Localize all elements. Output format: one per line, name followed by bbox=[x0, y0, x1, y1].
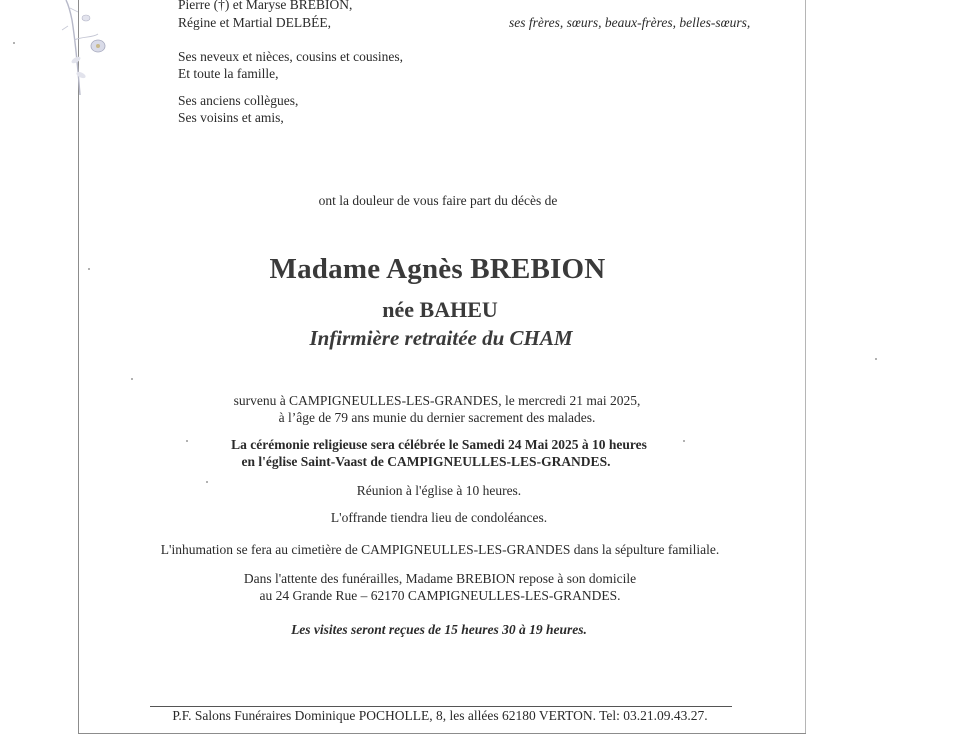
visits-text: Les visites seront reçues de 15 heures 30 à 19 heures. bbox=[291, 622, 587, 637]
scan-speck bbox=[875, 358, 877, 360]
funeral-home-footer: P.F. Salons Funéraires Dominique POCHOLLE, 8, les allées 62180 VERTON. Tel: 03.21.09.43.27. bbox=[172, 708, 708, 723]
family-line-2: Régine et Martial DELBÉE, bbox=[178, 15, 331, 30]
family-line-6: Ses voisins et amis, bbox=[178, 110, 284, 125]
footer-separator bbox=[150, 706, 732, 707]
scan-speck bbox=[131, 378, 133, 380]
meeting-text: Réunion à l'église à 10 heures. bbox=[356, 483, 522, 498]
bottom-border-line bbox=[78, 733, 806, 734]
death-line-2: à l’âge de 79 ans munie du dernier sacrement des malades. bbox=[278, 410, 596, 425]
rest-line-2: au 24 Grande Rue – 62170 CAMPIGNEULLES-LES-GRANDES. bbox=[259, 588, 621, 603]
family-relation: ses frères, sœurs, beaux-frères, belles-sœurs, bbox=[509, 15, 751, 30]
death-line-1: survenu à CAMPIGNEULLES-LES-GRANDES, le mercredi 21 mai 2025, bbox=[233, 393, 641, 408]
rest-line-1: Dans l'attente des funérailles, Madame BREBION repose à son domicile bbox=[243, 571, 637, 586]
family-line-3: Ses neveux et nièces, cousins et cousines, bbox=[178, 49, 403, 64]
scan-speck bbox=[683, 440, 685, 442]
scan-speck bbox=[206, 481, 208, 483]
burial-text: L'inhumation se fera au cimetière de CAMPIGNEULLES-LES-GRANDES dans la sépulture familiale. bbox=[160, 542, 720, 557]
deceased-maiden-name: née BAHEU bbox=[382, 297, 498, 322]
ceremony-line-2: en l'église Saint-Vaast de CAMPIGNEULLES-LES-GRANDES. bbox=[241, 454, 611, 469]
family-line-4: Et toute la famille, bbox=[178, 66, 279, 81]
scan-speck bbox=[88, 268, 90, 270]
deceased-occupation: Infirmière retraitée du CHAM bbox=[309, 326, 573, 350]
announcement-text: ont la douleur de vous faire part du décès de bbox=[318, 193, 558, 208]
offering-text: L'offrande tiendra lieu de condoléances. bbox=[330, 510, 548, 525]
flower-decoration-icon bbox=[50, 0, 120, 95]
scan-speck bbox=[13, 42, 15, 44]
deceased-name: Madame Agnès BREBION bbox=[269, 253, 606, 285]
family-line-1: Pierre (†) et Maryse BREBION, bbox=[178, 0, 353, 12]
scan-speck bbox=[186, 440, 188, 442]
family-line-5: Ses anciens collègues, bbox=[178, 93, 299, 108]
ceremony-line-1: La cérémonie religieuse sera célébrée le Samedi 24 Mai 2025 à 10 heures bbox=[231, 437, 647, 452]
